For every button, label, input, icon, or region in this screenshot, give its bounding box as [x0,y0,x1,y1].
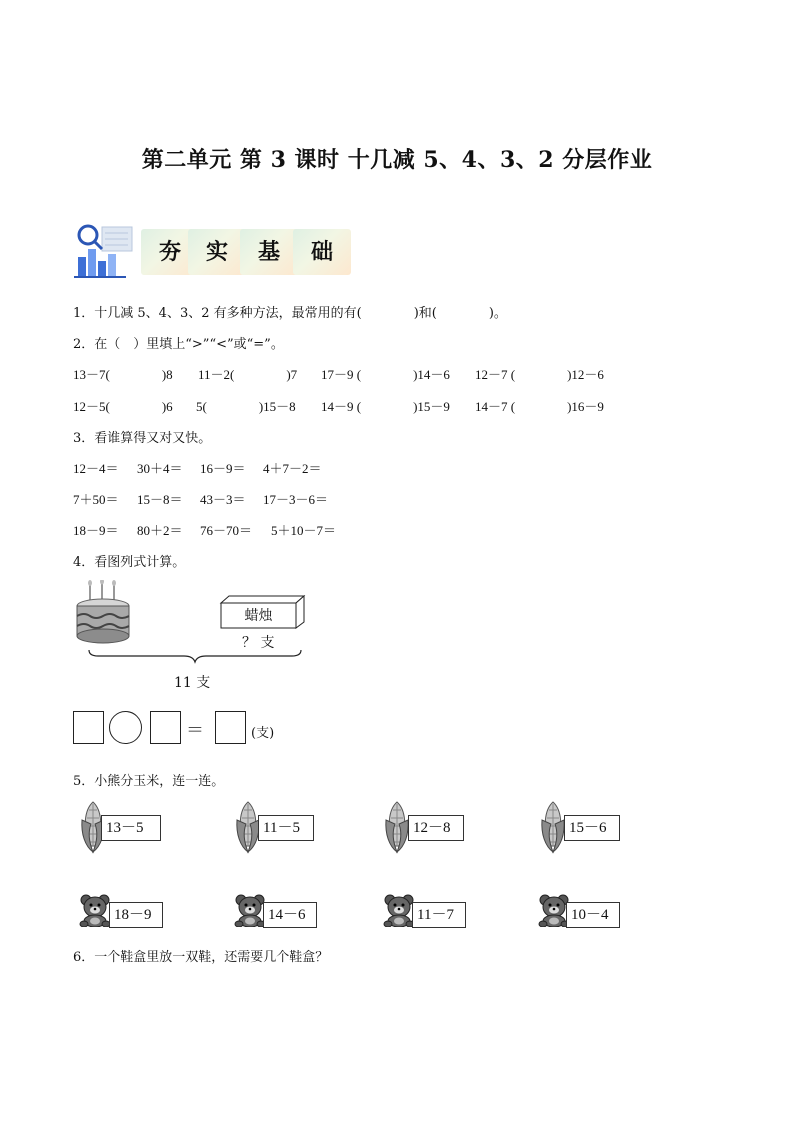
compare-item: 14－9 ( )15－9 [321,399,450,414]
compare-item: 14－7 ( )16－9 [475,399,604,414]
banner-tile-2: 实 [188,229,246,275]
bear-icon [382,893,416,927]
question-4: 4．看图列式计算。 [73,555,186,570]
corn-expression[interactable]: 15－6 [564,815,620,841]
bar-chart-magnifier-icon [72,221,134,279]
bear-expression[interactable]: 14－6 [263,902,317,928]
corn-icon [383,800,411,854]
banner-tile-3: 基 [240,229,298,275]
equals-sign: ＝ [186,720,204,741]
calc-item: 76－70＝ [200,523,253,538]
calc-item: 43－3＝ [200,492,246,507]
candle-label: 蜡烛 [244,608,273,624]
corn-expression[interactable]: 11－5 [258,815,314,841]
question-3: 3．看谁算得又对又快。 [73,431,212,446]
page-title: 第二单元 第 3 课时 十几减 5、4、3、2 分层作业 [141,147,653,173]
calc-item: 4＋7－2＝ [263,461,322,476]
compare-item: 12－5( )6 [73,399,173,414]
total-label: 11 支 [174,675,211,691]
answer-box-1[interactable] [73,711,104,744]
calc-item: 18－9＝ [73,523,119,538]
bear-icon [233,893,267,927]
calc-item: 7＋50＝ [73,492,119,507]
corn-icon [539,800,567,854]
compare-item: 11－2( )7 [198,367,298,382]
bear-expression[interactable]: 18－9 [109,902,163,928]
question-5: 5．小熊分玉米，连一连。 [73,774,225,789]
bear-expression[interactable]: 11－7 [412,902,466,928]
unknown-label: ？ 支 [242,635,275,651]
compare-item: 17－9 ( )14－6 [321,367,450,382]
bear-icon [78,893,112,927]
calc-item: 30＋4＝ [137,461,183,476]
total-brace [88,648,302,664]
calc-item: 16－9＝ [200,461,246,476]
question-1: 1．十几减 5、4、3、2 有多种方法，最常用的有( )和( )。 [73,306,507,321]
operator-circle[interactable] [109,711,142,744]
question-6: 6．一个鞋盒里放一双鞋，还需要几个鞋盒？ [73,950,329,965]
bear-expression[interactable]: 10－4 [566,902,620,928]
compare-item: 5( )15－8 [196,399,296,414]
banner-tile-1: 夯 [141,229,199,275]
corn-expression[interactable]: 12－8 [408,815,464,841]
answer-box-2[interactable] [150,711,181,744]
calc-item: 12－4＝ [73,461,119,476]
unit-label: (支) [251,726,275,741]
calc-item: 15－8＝ [137,492,183,507]
question-2: 2．在（ ）里填上“>”“<”或“=”。 [73,337,284,352]
corn-expression[interactable]: 13－5 [101,815,161,841]
cake-icon [72,580,136,648]
answer-box-3[interactable] [215,711,246,744]
compare-item: 12－7 ( )12－6 [475,367,604,382]
banner-tile-4: 础 [293,229,351,275]
calc-item: 80＋2＝ [137,523,183,538]
compare-item: 13－7( )8 [73,367,173,382]
calc-item: 17－3－6＝ [263,492,329,507]
calc-item: 5＋10－7＝ [271,523,337,538]
